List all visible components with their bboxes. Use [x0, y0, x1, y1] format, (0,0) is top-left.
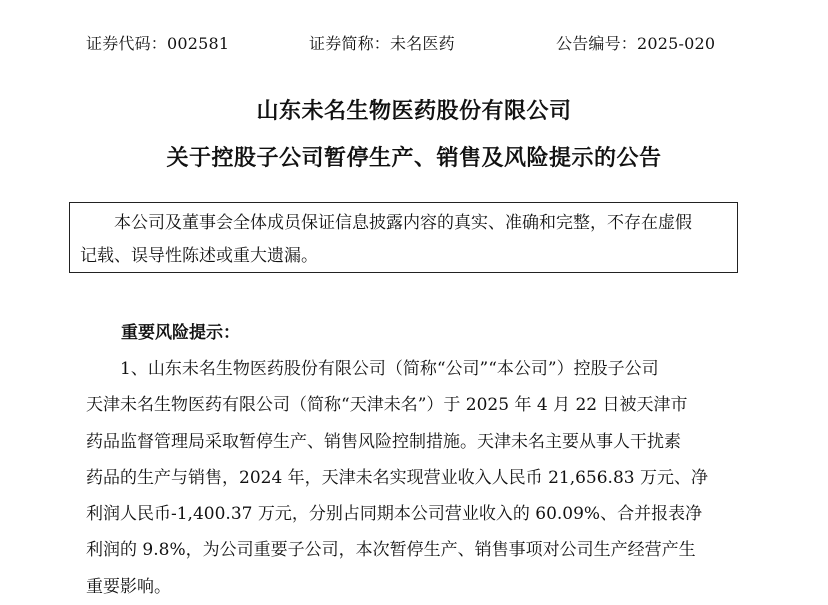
risk-section-heading: 重要风险提示：: [121, 323, 240, 343]
risk-line-1: 1、山东未名生物医药股份有限公司（简称“公司”“本公司”）控股子公司: [120, 359, 659, 379]
statement-line-2: 记载、误导性陈述或重大遗漏。: [80, 246, 318, 266]
notice-number: 公告编号：2025-020: [556, 34, 716, 53]
disclosure-statement-box: [69, 202, 738, 273]
risk-line-6: 利润的 9.8%，为公司重要子公司，本次暂停生产、销售事项对公司生产经营产生: [86, 540, 696, 561]
risk-paragraph: [86, 351, 746, 605]
risk-line-4: 药品的生产与销售，2024 年，天津未名实现营业收入人民币 21,656.83 万元、净: [86, 467, 708, 488]
announcement-title: 关于控股子公司暂停生产、销售及风险提示的公告: [166, 146, 662, 171]
risk-line-7: 重要影响。: [86, 576, 171, 597]
risk-line-3: 药品监督管理局采取暂停生产、销售风险控制措施。天津未名主要从事人干扰素: [86, 431, 681, 452]
stock-code: 证券代码：002581: [86, 34, 230, 53]
disclosure-statement: [80, 207, 727, 273]
company-title: 山东未名生物医药股份有限公司: [256, 99, 572, 124]
risk-line-5: 利润人民币-1,400.37 万元，分别占同期本公司营业收入的 60.09%、合并报表净: [86, 504, 703, 525]
statement-line-1: 本公司及董事会全体成员保证信息披露内容的真实、准确和完整，不存在虚假: [114, 213, 692, 233]
stock-name: 证券简称：未名医药: [309, 34, 455, 53]
risk-line-2: 天津未名生物医药有限公司（简称“天津未名”）于 2025 年 4 月 22 日被天津市: [86, 395, 688, 416]
